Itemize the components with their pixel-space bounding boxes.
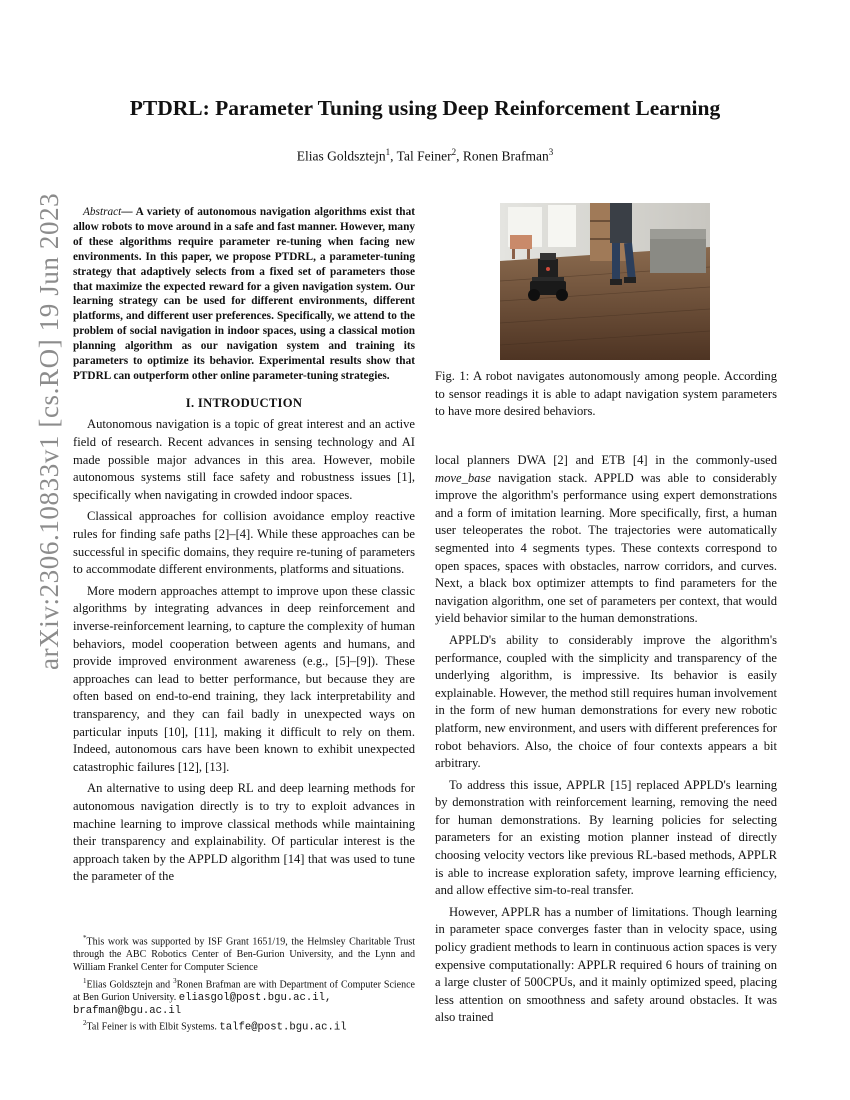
intro-paragraph: Autonomous navigation is a topic of great interest and an active field of research. Recent advances in sensing technology and AI made possible major advances in this area. However, mobile autonomous systems still face safety and robustness issues [1], specifically when navigating in crowded indoor spaces.: [73, 417, 415, 502]
intro-paragraph: An alternative to using deep RL and deep learning methods for autonomous navigation directly is to try to exploit advances in machine learning to improve classical methods while maintaining their transparency and explainability. Of particular interest is the approach taken by the APPLD algorithm [14] that was used to tune the parameter of the: [73, 781, 415, 884]
body-paragraph: [435, 452, 777, 628]
author-1: Elias Goldsztejn: [296, 148, 386, 164]
footnote-mark: 3: [173, 976, 177, 985]
author-separator: ,: [390, 148, 397, 164]
author-2: Tal Feiner: [396, 148, 452, 164]
footnote-text: Elias Goldsztejn and: [86, 979, 174, 991]
section-heading-introduction: I. INTRODUCTION: [185, 395, 303, 410]
author-line: [0, 147, 850, 165]
arxiv-identifier: [34, 192, 64, 700]
abstract-text: A variety of autonomous navigation algorithms exist that allow robots to move around in a safe and fast manner. However, many of these algorithms require parameter re-tuning when facing new environments. In this paper, we propose PTDRL, a parameter-tuning strategy that adaptively selects from a fixed set of parameters those that maximize the expected reward for a given navigation system. Our learning strategy can be used for different environments, different platforms, and different user preferences. Specifically, we attend to the problem of social navigation in indoor spaces, using a classical motion planning algorithm as our navigation system and training its parameters to optimize its behavior. Experimental results show that PTDRL can outperform other online parameter-tuning strategies.: [73, 206, 415, 382]
chair: [510, 235, 532, 249]
author-separator: ,: [456, 148, 463, 164]
figure-robot-photo: [500, 203, 710, 360]
window: [548, 205, 576, 247]
paper-title: PTDRL: Parameter Tuning using Deep Reinforcement Learning: [129, 96, 721, 120]
footnote-affiliation-elbit: [73, 1017, 415, 1034]
footnote-text: This work was supported by ISF Grant 1651/19, the Helmsley Charitable Trust through the ABC Robotics Center of Ben-Gurion University, and the Lynn and William Frankel Center for Computer Science: [73, 936, 415, 973]
abstract: [73, 205, 415, 384]
intro-paragraph: More modern approaches attempt to improve upon these classic algorithms by integrating advances in deep reinforcement and inverse-reinforcement learning, to capture the complexity of human behaviors, model cooperation between agents and humans, and provide improved environment awareness (e.g., [5]–[9]). These approaches can lead to better performance, but because they are often based on end-to-end training, they lack interpretability and transparency, and they can fail badly in unexpected ways on particular inputs [10], [11], making it difficult to rely on them. Indeed, autonomous cars have been known to exhibit unexpected catastrophic failures [12], [13].: [73, 583, 415, 774]
footnote-mark: *: [83, 934, 87, 942]
author-3-mark: 3: [548, 147, 554, 157]
move-base-term: move_base: [435, 470, 491, 485]
body-paragraph: However, APPLR has a number of limitations. Though learning in parameter space converges faster than in velocity space, using policy gradient methods to learn in continuous action spaces is very expensive computationally: APPLR required 6 hours of training on a large cluster of 500CPUs, and it mainly optimized speed, placing less attention on smoothness and safety around obstacles. It was also trained: [435, 904, 777, 1025]
intro-paragraph: Classical approaches for collision avoidance employ reactive rules for finding safe paths [2]–[4]. While these approaches can be successful in specific domains, they require re-tuning of parameters to accommodate different environments, platforms and situations.: [73, 509, 415, 577]
footnote-funding: [73, 932, 415, 975]
left-column: [73, 205, 415, 890]
footnotes: [73, 932, 415, 1035]
author-1-mark: 1: [385, 147, 391, 157]
right-column: [435, 452, 777, 1031]
body-text: navigation stack. APPLD was able to considerably improve the algorithm's performance using expert demonstrations and a form of imitation learning. More specifically, first, a human user teleoperates the robot. The trajectories were automatically segmented into 4 segments types. These contexts correspond to open spaces, spaces with obstacles, narrow corridors, and curves. Next, a black box optimizer attempts to find parameters for the navigation algorithm, one set of parameters per context, that would yield behavior similar to the human demonstrations.: [435, 470, 777, 626]
footnote-mark: 1: [83, 976, 87, 985]
footnote-text: Ronen Brafman are with Department of Computer Science at Ben Gurion University.: [73, 979, 415, 1003]
figure-caption: Fig. 1: A robot navigates autonomously among people. According to sensor readings it is able to adapt navigation system parameters to have more desired behaviors.: [435, 369, 777, 419]
arxiv-stamp-text: arXiv:2306.10833v1 [cs.RO] 19 Jun 2023: [34, 192, 64, 670]
body-paragraph: APPLD's ability to considerably improve the algorithm's performance, coupled with the simplicity and transparency of the underlying algorithm, is impressive. Its behavior is easily explainable. However, the method still requires human involvement in the form of new human demonstrations for every new robotic platform, new environment, and users with different preferences for robot behaviors. Also, the choice of four contexts appears a bit arbitrary.: [435, 632, 777, 771]
footnote-text: Tal Feiner is with Elbit Systems.: [86, 1021, 220, 1033]
email-link[interactable]: talfe@post.bgu.ac.il: [219, 1021, 347, 1034]
robot-photo-illustration: [500, 203, 710, 360]
body-text: local planners DWA [2] and ETB [4] in the commonly-used: [435, 453, 777, 467]
body-paragraph: To address this issue, APPLR [15] replaced APPLD's learning by demonstration with reinforcement learning, removing the need for human demonstrations. By learning policies for selecting parameters for an existing motion planner instead of directly choosing velocity vectors like previous RL-based methods, APPLR is able to increase exploration safety, improve learning efficiency, and allow effective sim-to-real transfer.: [435, 777, 777, 898]
footnote-affiliation-bgu: [73, 975, 415, 1018]
author-3: Ronen Brafman: [462, 148, 549, 164]
abstract-label: Abstract: [83, 206, 122, 218]
author-2-mark: 2: [451, 147, 457, 157]
email-link[interactable]: brafman@bgu.ac.il: [73, 1004, 182, 1017]
email-link[interactable]: eliasgol@post.bgu.ac.il,: [178, 991, 332, 1004]
footnote-mark: 2: [83, 1019, 87, 1028]
abstract-dash: —: [121, 206, 136, 218]
